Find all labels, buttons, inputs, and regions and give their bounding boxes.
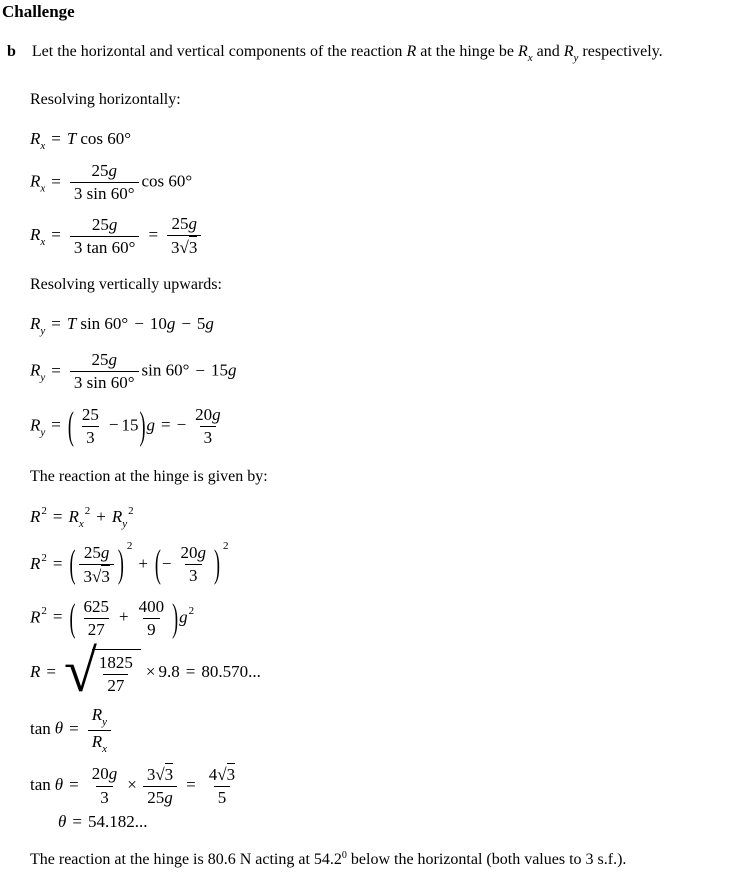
fraction <box>205 763 239 809</box>
equals-sign: = <box>72 812 82 832</box>
square-root: √ $\frac{1825}{27}$ <box>64 649 141 697</box>
subscript-y: y <box>40 426 46 439</box>
numerator <box>205 763 239 786</box>
numerator <box>143 763 177 786</box>
tan-function: tan <box>30 774 51 794</box>
superscript-2: 2 <box>128 504 134 517</box>
right-paren: ) <box>172 595 179 639</box>
denominator: 3 tan 60° <box>70 236 140 259</box>
subscript-x: x <box>78 517 84 530</box>
r-symbol: R <box>30 314 41 334</box>
subscript-y: y <box>122 517 128 530</box>
g-symbol: g <box>197 543 207 563</box>
equation-rx-fraction-cos60 <box>30 160 739 205</box>
number-20: 20 <box>180 543 198 563</box>
equation-ry-fraction-sin60 <box>30 349 739 394</box>
equals-sign: = <box>148 225 159 245</box>
equation-rx-t-cos60 <box>30 129 739 152</box>
fraction <box>88 763 122 808</box>
fraction <box>95 652 137 697</box>
r-symbol: R <box>30 360 41 380</box>
numerator <box>88 214 122 236</box>
r-numeric-value: 80.570... <box>201 662 261 682</box>
conclusion-text: The reaction at the hinge is 80.6 N acting at 54.2 <box>30 851 342 869</box>
number-4: 4 <box>208 764 218 784</box>
denominator <box>167 235 201 259</box>
times-sign: × <box>145 662 156 682</box>
t-symbol: T <box>66 314 77 334</box>
equation-r-squared-parens <box>30 540 739 588</box>
number-5: 5 <box>196 314 206 334</box>
subscript-y: y <box>573 52 579 64</box>
minus-sign: − <box>181 314 191 334</box>
root-3 <box>155 765 173 784</box>
subscript-y: y <box>102 716 108 729</box>
g-symbol: g <box>108 764 118 784</box>
number-25: 25 <box>147 788 165 807</box>
numerator <box>87 160 121 182</box>
radicand-3: 3 <box>189 236 198 259</box>
equals-sign: = <box>69 719 79 739</box>
challenge-heading: Challenge <box>2 2 75 21</box>
superscript-2: 2 <box>126 539 133 552</box>
fraction <box>177 542 211 587</box>
subscript-x: x <box>527 52 533 64</box>
equals-sign: = <box>52 506 63 526</box>
left-paren: ( <box>154 542 161 586</box>
r-symbol: R <box>30 553 41 573</box>
numerator: 25 <box>81 404 99 424</box>
number-25: 25 <box>91 350 109 370</box>
r-symbol: R <box>30 506 41 526</box>
part-label: b <box>7 43 16 60</box>
right-paren: ) <box>117 542 124 586</box>
numerator <box>80 542 114 564</box>
subscript-x: x <box>40 236 46 249</box>
sin-60-term: sin 60° <box>141 360 190 380</box>
g-symbol: g <box>212 404 221 424</box>
numerator <box>167 213 201 235</box>
intro-sentence <box>32 43 663 64</box>
sin-60-term: sin 60° <box>80 314 129 334</box>
equation-tan-theta-ratio <box>30 704 739 756</box>
root-3 <box>217 765 235 784</box>
r-symbol: R <box>30 662 41 682</box>
left-paren: ( <box>67 403 74 447</box>
fraction <box>78 404 103 449</box>
g-symbol: g <box>108 350 117 370</box>
resolving-horizontally-label: Resolving horizontally: <box>30 91 181 108</box>
fraction <box>88 704 111 756</box>
radicand-3: 3 <box>165 763 174 786</box>
reaction-given-label: The reaction at the hinge is given by: <box>30 467 268 485</box>
conclusion-sentence <box>30 850 739 869</box>
subscript-x: x <box>102 742 108 755</box>
fraction <box>191 404 225 449</box>
r-symbol: R <box>30 415 41 435</box>
equals-sign: = <box>52 553 63 573</box>
r-symbol: R <box>111 506 123 526</box>
times-sign: × <box>127 774 137 794</box>
cos-60-term: cos 60° <box>80 129 132 148</box>
right-paren: ) <box>214 542 221 586</box>
equals-sign: = <box>51 171 61 191</box>
denominator: 3 <box>200 426 217 449</box>
number-15: 15 <box>211 360 228 380</box>
intro-text: at the hinge be <box>416 43 518 60</box>
equals-sign: = <box>51 129 61 148</box>
equation-tan-theta-value <box>30 763 739 809</box>
fraction <box>135 596 169 641</box>
g-symbol: g <box>146 415 155 435</box>
root-3 <box>92 567 110 586</box>
r-symbol: R <box>91 731 103 751</box>
denominator: 5 <box>214 786 231 809</box>
radical-sign: √ <box>179 238 189 258</box>
r-symbol: R <box>30 171 41 191</box>
resolving-vertically-label: Resolving vertically upwards: <box>30 276 222 294</box>
plus-sign: + <box>138 553 148 573</box>
theta-symbol: θ <box>54 719 64 739</box>
plus-sign: + <box>96 506 106 526</box>
number-15: 15 <box>121 415 139 435</box>
g-symbol: g <box>188 214 197 234</box>
g-symbol: g <box>100 542 110 562</box>
radical-sign: √ <box>155 764 165 784</box>
equation-theta-value <box>58 812 739 832</box>
equation-r-squared-sum <box>30 505 739 530</box>
intro-text: Let the horizontal and vertical components of the reaction <box>31 43 407 60</box>
radicand <box>92 649 141 697</box>
numerator <box>191 404 225 426</box>
number-25: 25 <box>91 214 109 234</box>
denominator: 3 <box>82 426 99 449</box>
radicand-3: 3 <box>227 763 236 786</box>
fraction <box>70 214 140 259</box>
r-symbol: R <box>30 129 41 148</box>
number-3: 3 <box>146 764 156 784</box>
intro-text: respectively. <box>578 43 663 60</box>
g-symbol: g <box>108 214 118 234</box>
minus-sign: − <box>161 553 172 573</box>
superscript-2: 2 <box>188 605 195 618</box>
radicand-3: 3 <box>101 565 110 588</box>
equals-sign: = <box>51 314 61 334</box>
r-symbol: R <box>30 225 41 245</box>
theta-symbol: θ <box>54 774 64 794</box>
fraction <box>79 596 113 641</box>
superscript-2: 2 <box>41 504 47 517</box>
denominator: 3 sin 60° <box>70 182 139 205</box>
subscript-x: x <box>40 140 46 152</box>
numerator: 400 <box>138 596 165 616</box>
number-20: 20 <box>195 404 213 424</box>
equals-sign: = <box>52 607 63 627</box>
g-symbol: g <box>228 360 237 380</box>
r-symbol: R <box>406 43 417 60</box>
r-symbol: R <box>563 43 574 60</box>
cos-60-term: cos 60° <box>141 171 193 191</box>
r-symbol: R <box>91 705 103 725</box>
intro-text: and <box>532 43 564 60</box>
number-20: 20 <box>91 764 109 784</box>
r-symbol: R <box>30 607 41 627</box>
denominator: 27 <box>103 674 128 697</box>
g-symbol: g <box>179 607 188 627</box>
fraction <box>79 542 113 588</box>
minus-sign: − <box>195 360 205 380</box>
g-symbol: g <box>108 161 117 180</box>
minus-sign: − <box>108 415 119 435</box>
r-symbol: R <box>517 43 528 60</box>
number-25: 25 <box>171 214 189 234</box>
radical-sign: √ <box>217 764 227 784</box>
equation-rx-result <box>30 213 739 259</box>
numerator <box>88 704 111 729</box>
denominator <box>88 730 111 756</box>
theta-numeric-value: 54.182... <box>87 812 148 832</box>
denominator: 3 <box>185 564 202 587</box>
left-paren: ( <box>69 542 76 586</box>
g-symbol: g <box>205 314 214 334</box>
g-symbol: g <box>166 314 176 334</box>
denominator: 9 <box>143 618 160 641</box>
radical-sign: √ <box>91 566 102 586</box>
numerator <box>87 349 121 371</box>
equals-sign: = <box>69 774 79 794</box>
superscript-2: 2 <box>41 605 47 618</box>
conclusion-text: below the horizontal (both values to 3 s.f.). <box>346 851 627 869</box>
degree-superscript: 0 <box>341 850 347 862</box>
fraction <box>143 763 177 809</box>
g-symbol: g <box>164 788 173 807</box>
r-symbol: R <box>68 506 79 526</box>
subscript-y: y <box>40 325 46 338</box>
numerator: 1825 <box>98 653 133 673</box>
denominator: 3 <box>96 786 113 809</box>
fraction <box>70 349 139 394</box>
denominator <box>143 786 177 809</box>
denominator <box>79 564 113 588</box>
left-paren: ( <box>69 595 76 639</box>
number-3: 3 <box>171 238 180 258</box>
subscript-y: y <box>40 371 46 384</box>
numerator: 625 <box>83 596 109 616</box>
tan-function: tan <box>30 719 51 739</box>
t-symbol: T <box>66 129 77 148</box>
equation-r-squared-numeric <box>30 596 739 641</box>
equals-sign: = <box>185 662 196 682</box>
equals-sign: = <box>160 415 171 435</box>
plus-sign: + <box>118 607 129 627</box>
equals-sign: = <box>51 360 61 380</box>
theta-symbol: θ <box>58 812 67 832</box>
numerator <box>88 763 122 785</box>
number-25: 25 <box>91 161 109 180</box>
fraction <box>167 213 201 259</box>
superscript-2: 2 <box>41 551 47 564</box>
equals-sign: = <box>46 662 56 682</box>
superscript-2: 2 <box>223 539 229 552</box>
number-9-8: 9.8 <box>158 662 180 682</box>
minus-sign: − <box>176 415 187 435</box>
equation-ry-t-sin60 <box>30 314 739 337</box>
fraction <box>70 160 139 205</box>
equation-ry-result <box>30 404 739 449</box>
number-10: 10 <box>149 314 167 334</box>
subscript-x: x <box>40 182 46 195</box>
denominator: 27 <box>84 618 109 641</box>
equals-sign: = <box>51 225 61 245</box>
root-3 <box>180 238 198 257</box>
equals-sign: = <box>186 774 196 794</box>
minus-sign: − <box>134 314 144 334</box>
right-paren: ) <box>139 403 146 447</box>
number-25: 25 <box>83 542 101 562</box>
numerator <box>177 542 211 564</box>
number-3: 3 <box>83 566 92 586</box>
denominator: 3 sin 60° <box>70 371 139 394</box>
equals-sign: = <box>51 415 61 435</box>
part-b-paragraph <box>7 43 739 64</box>
superscript-2: 2 <box>84 504 91 517</box>
equation-r-value <box>30 638 739 705</box>
